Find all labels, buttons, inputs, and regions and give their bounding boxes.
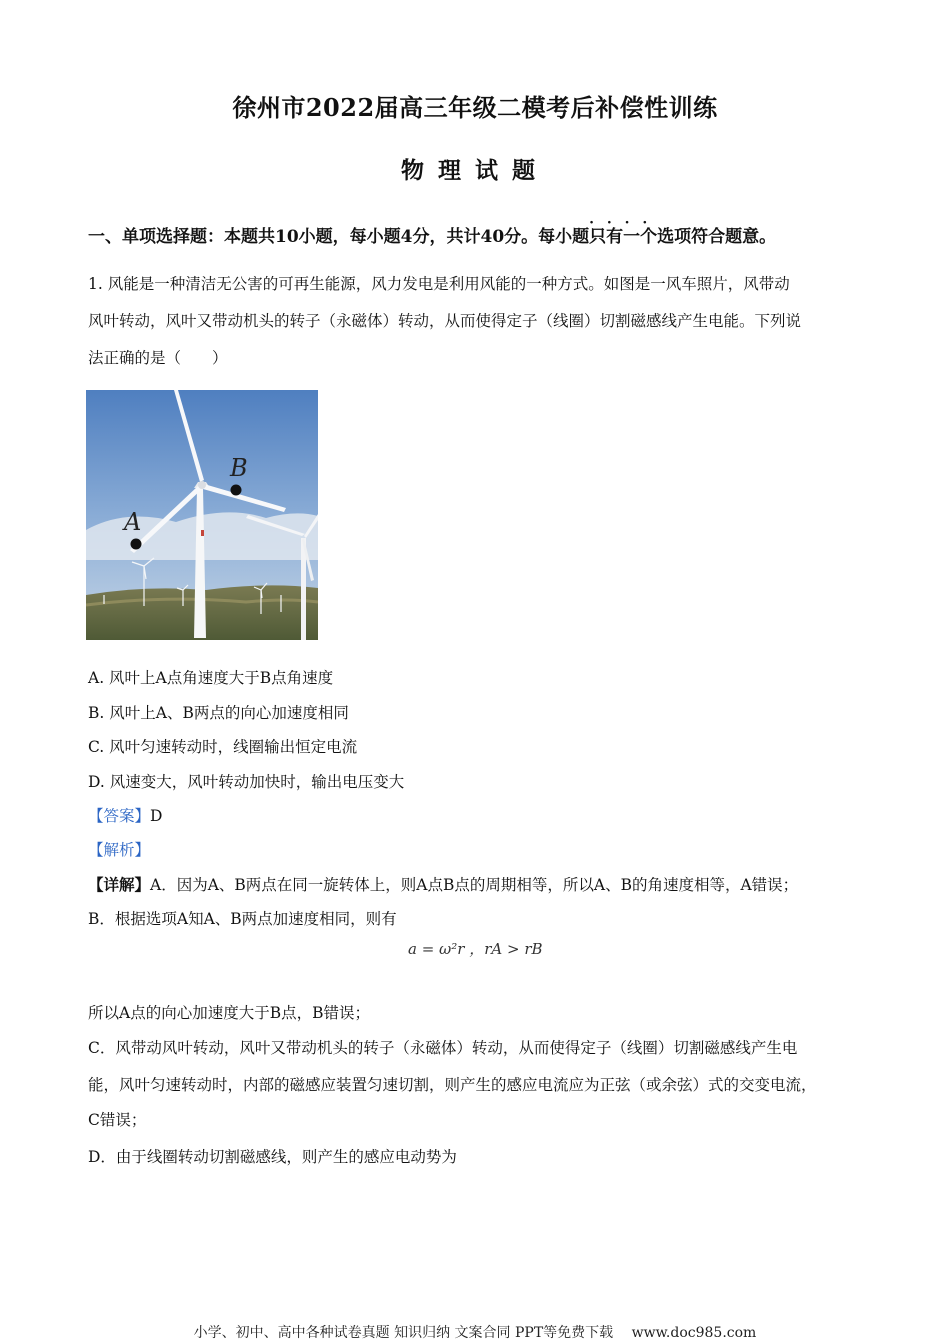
detail-line-7: D．由于线圈转动切割磁感线，则产生的感应电动势为	[88, 1148, 457, 1166]
option-d: D. 风速变大，风叶转动加快时，输出电压变大	[88, 773, 405, 791]
analysis-tag: 【解析】	[88, 841, 151, 859]
page-footer: 小学、初中、高中各种试卷真题 知识归纳 文案合同 PPT等免费下载 www.doc985.com	[193, 1325, 757, 1341]
detail-tag: 【详解】	[88, 875, 151, 894]
answer-value: D	[150, 807, 163, 825]
section-heading	[88, 222, 776, 247]
analysis-line	[88, 838, 150, 860]
answer-tag: 【答案】	[88, 807, 151, 825]
detail-line-2: B．根据选项A知A、B两点加速度相同，则有	[88, 910, 397, 928]
option-a: A. 风叶上A点角速度大于B点角速度	[88, 669, 334, 687]
label-b: B	[230, 454, 248, 482]
detail-line-5: 能，风叶匀速转动时，内部的磁感应装置匀速切割，则产生的感应电流应为正弦（或余弦）式的交变电流，	[88, 1076, 817, 1094]
option-b: B. 风叶上A、B两点的向心加速度相同	[88, 704, 349, 722]
question-line: 法正确的是（ ）	[88, 349, 228, 367]
detail-line-4: C．风带动风叶转动，风叶又带动机头的转子（永磁体）转动，从而使得定子（线圈）切割磁感线产生电	[88, 1039, 798, 1057]
question-stem	[88, 266, 801, 377]
detail-text-1: A．因为A、B两点在同一旋转体上，则A点B点的周期相等，所以A、B的角速度相等，A错误；	[150, 876, 799, 894]
section-heading-emphasis: · · · · 只有一个	[589, 227, 657, 247]
wind-turbine-photo	[86, 390, 318, 640]
detail-line-6: C错误；	[88, 1111, 147, 1129]
document-title: 徐州市2022届高三年级二模考后补偿性训练	[232, 93, 718, 122]
formula: a = ω²r ，rA > rB	[408, 940, 543, 958]
document-subtitle: 物理试题	[401, 157, 549, 184]
detail-line-1	[88, 873, 798, 895]
detail-line-3: 所以A点的向心加速度大于B点，B错误；	[88, 1004, 370, 1022]
label-a: A	[124, 508, 142, 536]
section-heading-suffix: 选项符合题意。	[657, 227, 777, 247]
option-c: C. 风叶匀速转动时，线圈输出恒定电流	[88, 738, 358, 756]
section-heading-prefix: 一、单项选择题：本题共10小题，每小题4分，共计40分。每小题	[88, 227, 590, 247]
question-line: 风叶转动，风叶又带动机头的转子（永磁体）转动，从而使得定子（线圈）切割磁感线产生电能。下列说	[88, 312, 802, 330]
answer-line	[88, 804, 162, 826]
question-line: 1. 风能是一种清洁无公害的可再生能源，风力发电是利用风能的一种方式。如图是一风车照片，风带动	[88, 275, 790, 293]
